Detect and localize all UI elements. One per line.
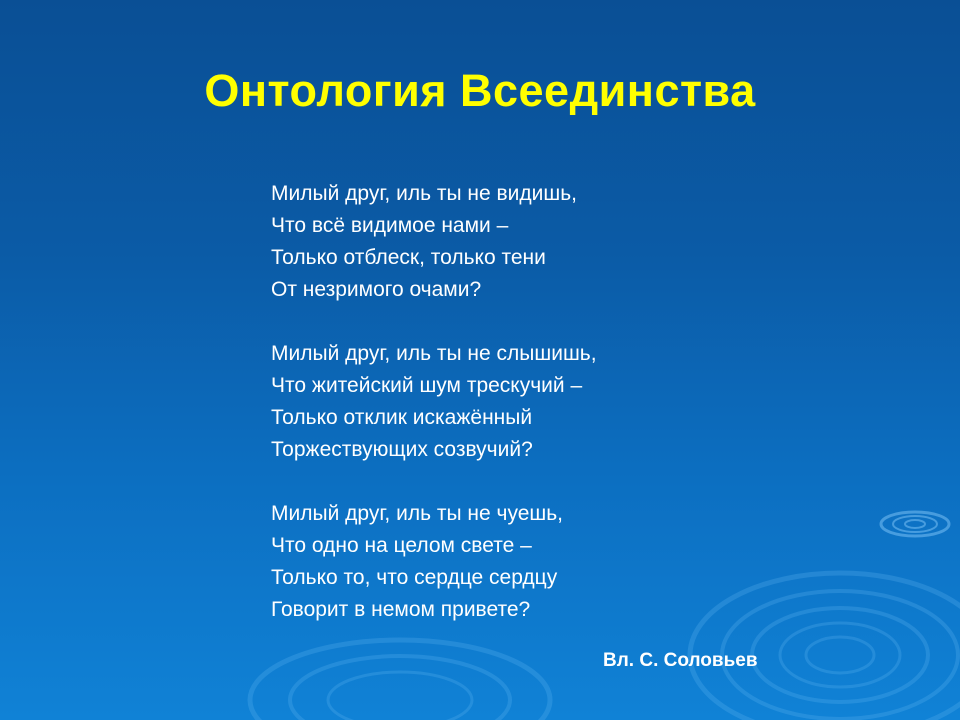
poem-author: Вл. С. Соловьев <box>603 650 758 671</box>
poem <box>271 178 791 658</box>
poem-line: Только отклик искажённый <box>271 406 533 429</box>
poem-line: Торжествующих созвучий? <box>271 438 533 461</box>
poem-stanza-2 <box>271 338 791 466</box>
poem-line: Только то, что сердце сердцу <box>271 566 558 589</box>
poem-line: Милый друг, иль ты не видишь, <box>271 182 578 205</box>
poem-line: Что одно на целом свете – <box>271 534 532 557</box>
poem-stanza-3 <box>271 498 791 626</box>
slide-title: Онтология Всеединства <box>204 65 756 116</box>
poem-line: Милый друг, иль ты не чуешь, <box>271 502 564 525</box>
poem-line: Милый друг, иль ты не слышишь, <box>271 342 597 365</box>
poem-line: Говорит в немом привете? <box>271 598 531 621</box>
poem-line: От незримого очами? <box>271 278 482 301</box>
poem-stanza-1 <box>271 178 791 306</box>
poem-line: Что житейский шум трескучий – <box>271 374 583 397</box>
poem-line: Что всё видимое нами – <box>271 214 509 237</box>
poem-line: Только отблеск, только тени <box>271 246 546 269</box>
